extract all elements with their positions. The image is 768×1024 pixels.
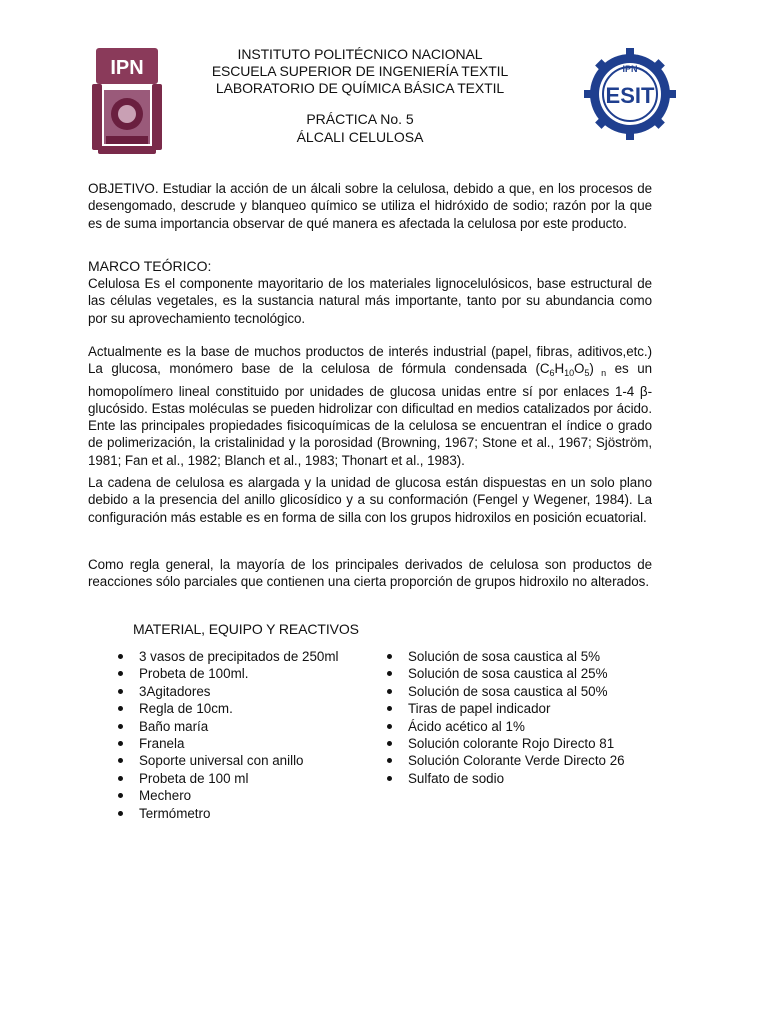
equipment-list-item: Termómetro: [115, 805, 339, 822]
reagent-list-item: Solución de sosa caustica al 50%: [384, 683, 625, 700]
formula-subscript: 5: [584, 368, 590, 379]
formula-o: O: [574, 361, 585, 377]
esit-logo-small-text: IPN: [622, 64, 638, 74]
reagent-list-item: Ácido acético al 1%: [384, 718, 625, 735]
marco-paragraph-2-text-a: Actualmente es la base de muchos productos de interés industrial (papel, fibras, aditivos,etc.) La glucosa, monómero base de la celulosa de fórmula condensada (C: [88, 344, 652, 377]
equipment-list-item: 3Agitadores: [115, 683, 339, 700]
equipment-list-item: 3 vasos de precipitados de 250ml: [115, 648, 339, 665]
marco-paragraph-1: Celulosa Es el componente mayoritario de los materiales lignocelulósicos, base estructural de las células vegetales, es la sustancia natural más importante, tanto por su abundancia como por su aprovechamiento tecnológico.: [88, 276, 652, 326]
document-header: [170, 46, 550, 97]
formula-h: H: [554, 361, 565, 377]
lab-name: LABORATORIO DE QUÍMICA BÁSICA TEXTIL: [215, 80, 505, 96]
esit-logo: [584, 48, 676, 140]
objetivo-paragraph: [88, 180, 652, 232]
equipment-list-item: Mechero: [115, 787, 339, 804]
school-name: ESCUELA SUPERIOR DE INGENIERÍA TEXTIL: [211, 63, 509, 79]
ipn-logo-text: IPN: [110, 57, 144, 79]
marco-paragraph-3: La cadena de celulosa es alargada y la unidad de glucosa están dispuestas en un solo plano debido a la presencia del anillo glicosídico y a su conformación (Fengel y Wegener, 1984). La configuración más estable es en forma de silla con los grupos hidroxilos en posición ecuatorial.: [88, 475, 652, 525]
practice-heading: [170, 110, 550, 146]
institution-name: INSTITUTO POLITÉCNICO NACIONAL: [237, 46, 483, 62]
ipn-logo: [92, 44, 162, 156]
reagent-list-item: Solución de sosa caustica al 5%: [384, 648, 625, 665]
reagent-list-item: Solución Colorante Verde Directo 26: [384, 752, 625, 769]
esit-logo-text: ESIT: [605, 83, 655, 108]
marco-paragraph-2-text-b: es un homopolímero lineal constituido por unidades de glucosa unidas entre sí por enlaces 1-4 β-glucósido. Estas moléculas se pueden hidrolizar con dificultad en medios catalizados por ácido. Ente las principales propiedades fisicoquímicas de la celulosa se encuentran el índice o grado de polimerización, la cristalinidad y la porosidad (Browning, 1967; Stone et al., 1967; Sjöström, 1981; Fan et al., 1982; Blanch et al., 1983; Thonart et al., 1983).: [88, 361, 653, 468]
equipment-list-item: Probeta de 100 ml: [115, 770, 339, 787]
formula-subscript: 10: [564, 368, 575, 379]
practice-title: ÁLCALI CELULOSA: [296, 129, 424, 145]
formula-subscript: n: [593, 368, 607, 379]
reagent-list-item: Tiras de papel indicador: [384, 700, 625, 717]
formula-subscript: 6: [549, 368, 555, 379]
reagent-list-item: Solución colorante Rojo Directo 81: [384, 735, 625, 752]
objetivo-text: Estudiar la acción de un álcali sobre la celulosa, debido a que, en los procesos de desengomado, descrude y blanqueo químico se utiliza el hidróxido de sodio; razón por la que es de suma importancia observar de qué manera es afectada la celulosa por este producto.: [88, 181, 652, 231]
reagent-list-item: Solución de sosa caustica al 25%: [384, 665, 625, 682]
materials-list-reagents: [384, 648, 625, 787]
equipment-list-item: Franela: [115, 735, 339, 752]
objetivo-label: OBJETIVO.: [88, 181, 159, 196]
marco-paragraph-2: [88, 343, 652, 469]
marco-paragraph-4: Como regla general, la mayoría de los principales derivados de celulosa son productos de reacciones sólo parciales que contienen una cierta proporción de grupos hidroxilo no alterados.: [88, 557, 652, 590]
equipment-list-item: Soporte universal con anillo: [115, 752, 339, 769]
equipment-list-item: Regla de 10cm.: [115, 700, 339, 717]
reagent-list-item: Sulfato de sodio: [384, 770, 625, 787]
marco-teorico-heading: MARCO TEÓRICO:: [88, 258, 212, 274]
materials-list-equipment: [115, 648, 339, 822]
equipment-list-item: Baño maría: [115, 718, 339, 735]
equipment-list-item: Probeta de 100ml.: [115, 665, 339, 682]
practice-number: PRÁCTICA No. 5: [306, 111, 414, 127]
formula-paren: ): [589, 361, 594, 377]
materials-heading: MATERIAL, EQUIPO Y REACTIVOS: [133, 621, 359, 637]
